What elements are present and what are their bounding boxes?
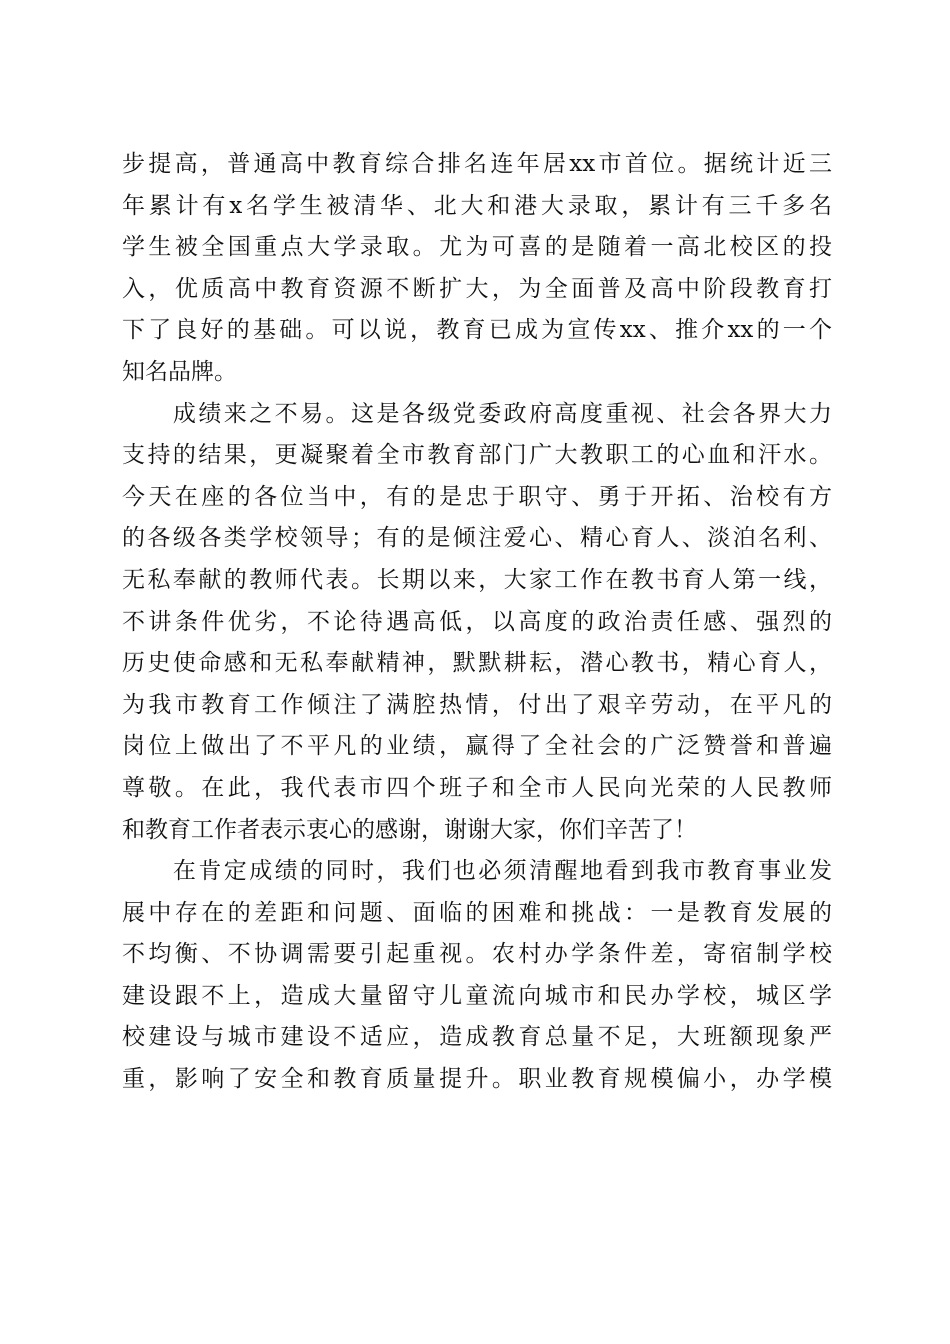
text-line: 支持的结果，更凝聚着全市教育部门广大教职工的心血和汗水。: [122, 442, 832, 469]
text-line: 不讲条件优劣，不论待遇高低，以高度的政治责任感、强烈的: [122, 608, 832, 635]
text-line: 重，影响了安全和教育质量提升。职业教育规模偏小，办学模: [122, 1066, 832, 1093]
text-line: 尊敬。在此，我代表市四个班子和全市人民向光荣的人民教师: [122, 774, 832, 801]
text-line: 在肯定成绩的同时，我们也必须清醒地看到我市教育事业发: [122, 858, 832, 885]
text-line: 成绩来之不易。这是各级党委政府高度重视、社会各界大力: [122, 400, 832, 427]
text-line: 的各级各类学校领导；有的是倾注爱心、精心育人、淡泊名利、: [122, 525, 832, 552]
text-line: 学生被全国重点大学录取。尤为可喜的是随着一高北校区的投: [122, 234, 832, 261]
text-line: 入，优质高中教育资源不断扩大，为全面普及高中阶段教育打: [122, 275, 832, 302]
text-line: 今天在座的各位当中，有的是忠于职守、勇于开拓、治校有方: [122, 483, 832, 510]
text-line: 历史使命感和无私奉献精神，默默耕耘，潜心教书，精心育人，: [122, 650, 832, 677]
text-line: 下了良好的基础。可以说，教育已成为宣传xx、推介xx的一个: [122, 317, 832, 344]
text-line: 和教育工作者表示衷心的感谢，谢谢大家，你们辛苦了！: [122, 816, 697, 843]
document-body: [122, 144, 832, 1101]
paragraph-3: [122, 851, 832, 1101]
text-line: 建设跟不上，造成大量留守儿童流向城市和民办学校，城区学: [122, 982, 832, 1009]
text-line: 校建设与城市建设不适应，造成教育总量不足，大班额现象严: [122, 1024, 832, 1051]
text-line: 年累计有x名学生被清华、北大和港大录取，累计有三千多名: [122, 192, 832, 219]
paragraph-1: [122, 144, 832, 394]
text-line: 无私奉献的教师代表。长期以来，大家工作在教书育人第一线，: [122, 566, 832, 593]
paragraph-2: [122, 394, 832, 852]
text-line: 展中存在的差距和问题、面临的困难和挑战：一是教育发展的: [122, 899, 832, 926]
text-line: 知名品牌。: [122, 358, 237, 385]
text-line: 步提高，普通高中教育综合排名连年居xx市首位。据统计近三: [122, 151, 832, 177]
text-line: 不均衡、不协调需要引起重视。农村办学条件差，寄宿制学校: [122, 941, 832, 968]
text-line: 为我市教育工作倾注了满腔热情，付出了艰辛劳动，在平凡的: [122, 691, 832, 718]
text-line: 岗位上做出了不平凡的业绩，赢得了全社会的广泛赞誉和普遍: [122, 733, 832, 760]
